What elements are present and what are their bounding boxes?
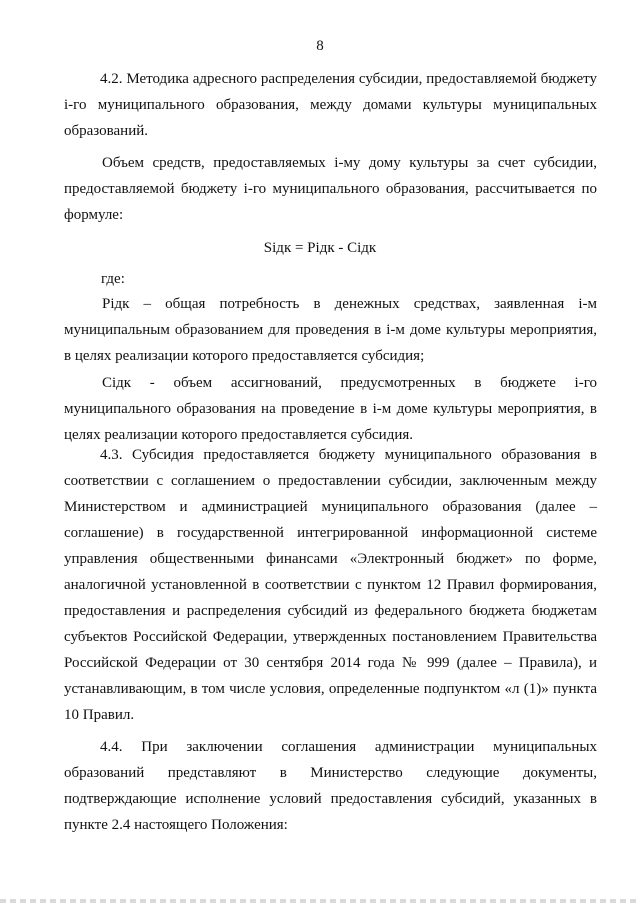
page-number: 8 xyxy=(316,38,324,54)
paragraph-volume: Объем средств, предоставляемых i-му дому культуры за счет субсидии, предоставляемой бюджету i-го муниципального образования, рассчитывается по формуле: xyxy=(64,155,597,223)
definition-p: Piдк – общая потребность в денежных средствах, заявленная i-м муниципальным образованием для проведения в i-м доме культуры мероприятия, в целях реализации которого предоставляется субсидия; xyxy=(64,296,597,364)
paragraph-4-3: 4.3. Субсидия предоставляется бюджету муниципального образования в соответствии с соглашением о предоставлении субсидии, заключенным между Министерством и администрацией муниципального образования (далее – соглашение) в государственной интегрированной информационной системе управления общественными финансами «Электронный бюджет» по форме, аналогичной установленной в соответствии с пунктом 12 Правил формирования, предоставления и распределения субсидий из федерального бюджета бюджетам субъектов Российской Федерации, утвержденных постановлением Правительства Российской Федерации от 30 сентября 2014 года № 999 (далее – Правила), и устанавливающим, в том числе условия, определенные подпунктом «л (1)» пункта 10 Правил. xyxy=(64,447,597,723)
scan-edge-divider xyxy=(0,899,640,903)
definition-c: Ciдк - объем ассигнований, предусмотренных в бюджете i-го муниципального образования на проведение в i-м доме культуры мероприятия, в целях реализации которого предоставляется субсидия. xyxy=(64,375,597,443)
paragraph-4-2: 4.2. Методика адресного распределения субсидии, предоставляемой бюджету i-го муниципального образования, между домами культуры муниципальных образований. xyxy=(64,71,597,139)
where-label: где: xyxy=(101,271,125,287)
paragraph-4-4: 4.4. При заключении соглашения администрации муниципальных образований представляют в Министерство следующие документы, подтверждающие исполнение условий предоставления субсидий, указанных в пункте 2.4 настоящего Положения: xyxy=(64,739,597,833)
formula: Siдк = Piдк - Ciдк xyxy=(263,240,377,256)
